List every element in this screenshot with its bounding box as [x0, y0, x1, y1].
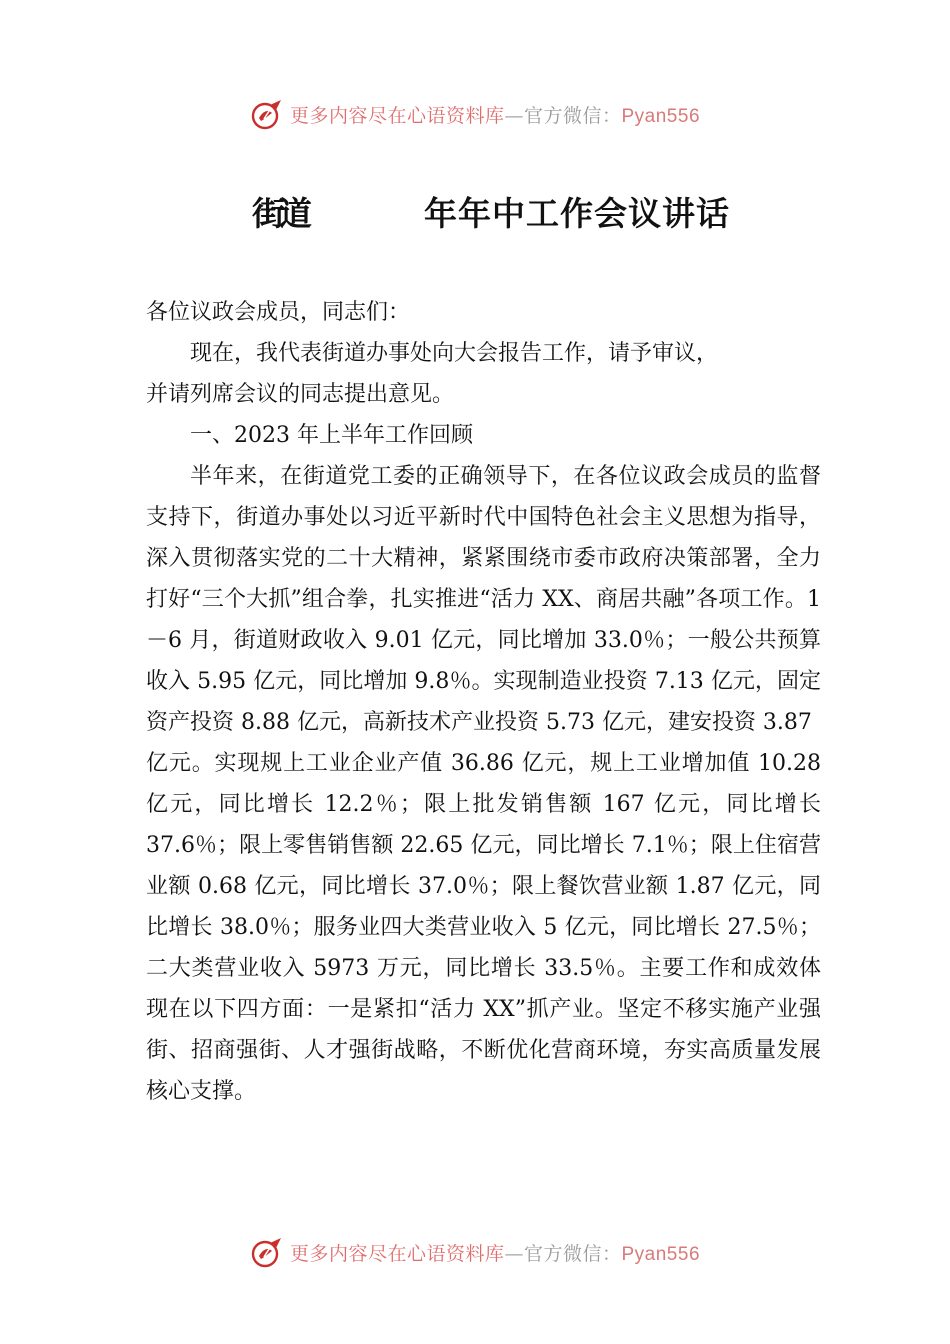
footer-banner [0, 1232, 950, 1272]
title-part-2: 年年中工作会议讲话 [424, 194, 730, 233]
header-banner [0, 94, 950, 134]
greeting: 各位议政会成员，同志们： [146, 300, 411, 325]
banner-main: 更多内容尽在心语资料库 [289, 1242, 505, 1265]
document-body [146, 292, 821, 1112]
banner-label: 官方微信： [523, 104, 622, 127]
banner-dash: — [504, 1242, 524, 1265]
paragraph-review-part-2: 亿元。实现规上工业企业产值 36.86 亿元，规上工业增加值 10.28 亿元，同比增长 12.2％；限上批发销售额 167 亿元，同比增长 37.6％；限上零售销售额 22.65 亿元，同比增长 7.1％；限上住宿营业额 0.68 亿元，同比增长 37.0％；限上餐饮营业额 1.87 亿元，同比增长 38.0％；服务业四大类营业收入 5 亿元，同比增长 27.5％；二大类营业收入 5973 万元，同比增长 33.5％。主要工作和成效体现在以下四方面：一是紧扣“活力 XX”抓产业。坚定不移实施产业强街、招商强街、人才强街战略，不断优化营商环境，夯实高质量发展核心支撑。 [146, 751, 821, 1104]
section-heading-1: 一、2023 年上半年工作回顾 [190, 423, 473, 448]
pen-logo-icon [250, 97, 284, 131]
banner-dash: — [504, 104, 524, 127]
paragraph-intro-line-1: 现在，我代表街道办事处向大会报告工作，请予审议， [190, 341, 719, 366]
banner-main: 更多内容尽在心语资料库 [289, 104, 505, 127]
pen-logo-icon [250, 1235, 284, 1269]
banner-wechat-id: Pyan556 [621, 105, 701, 127]
banner-text [290, 1239, 700, 1266]
banner-text [290, 101, 700, 128]
paragraph-intro-line-2: 并请列席会议的同志提出意见。 [146, 382, 455, 407]
title-part-1: 街道 [252, 194, 306, 233]
banner-label: 官方微信： [523, 1242, 622, 1265]
banner-wechat-id: Pyan556 [621, 1243, 701, 1265]
document-title [0, 188, 950, 232]
paragraph-review-part-1: 半年来，在街道党工委的正确领导下，在各位议政会成员的监督支持下，街道办事处以习近平新时代中国特色社会主义思想为指导，深入贯彻落实党的二十大精神，紧紧围绕市委市政府决策部署，全力打好“三个大抓”组合拳，扎实推进“活力 XX、商居共融”各项工作。1－6 月，街道财政收入 9.01 亿元，同比增加 33.0％；一般公共预算收入 5.95 亿元，同比增加 9.8％。实现制造业投资 7.13 亿元，固定资产投资 8.88 亿元，高新技术产业投资 5.73 亿元，建安投资 3.87 [146, 464, 821, 735]
